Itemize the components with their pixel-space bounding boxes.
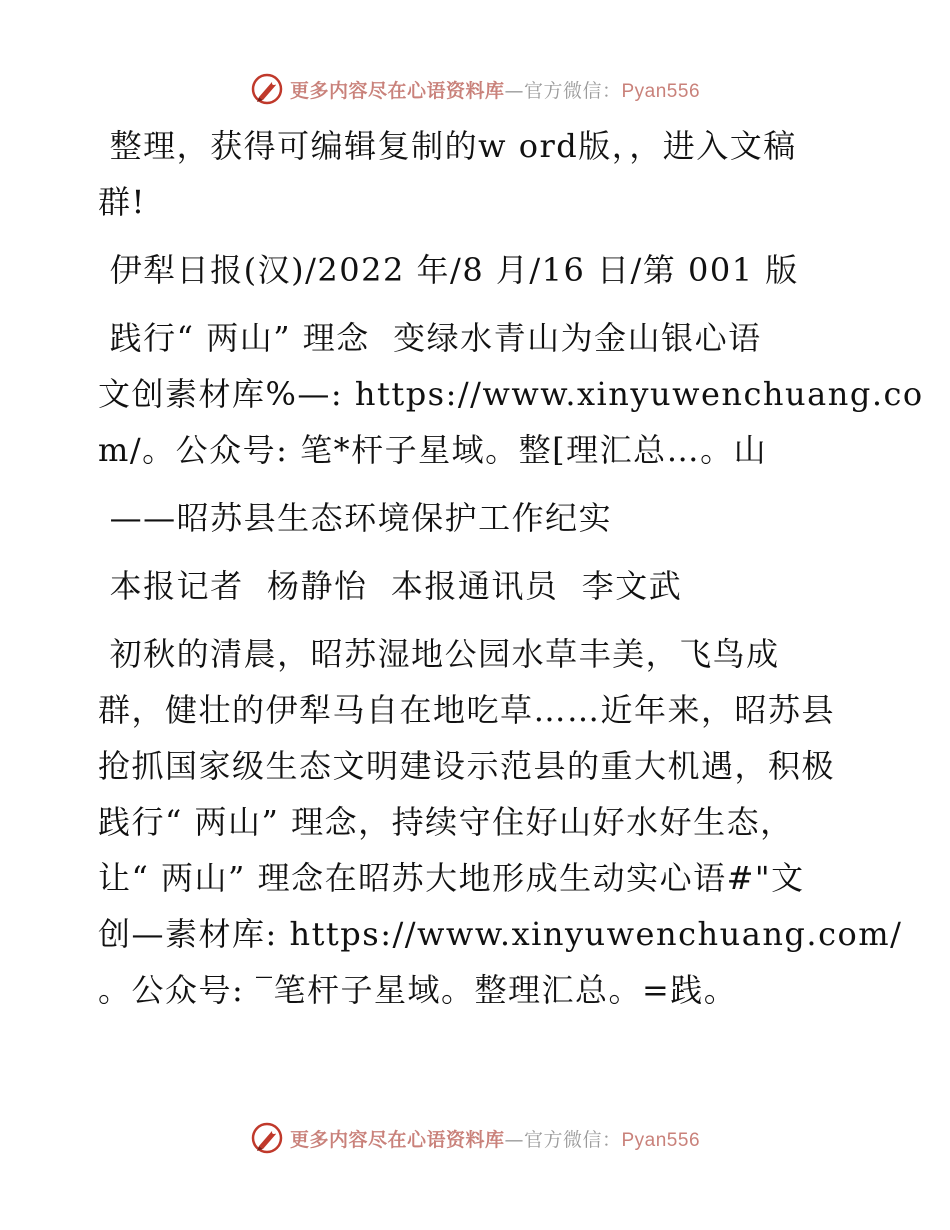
header-watermark [0,72,950,106]
document-body [98,118,924,1018]
pen-logo-icon [250,72,284,106]
body-line-3: 抢抓国家级生态文明建设示范县的重大机遇，积极 [98,747,836,785]
body-line-5: 让“ 两山” 理念在昭苏大地形成生动实心语#"文 [98,859,805,897]
subtitle: ——昭苏县生态环境保护工作纪实 [98,499,613,537]
body-line-4: 践行“ 两山” 理念，持续守住好山好水好生态， [98,803,794,841]
headline-line-2: 文创素材库%—: https://www.xinyuwenchuang.co [98,375,924,413]
intro-line-1: 整理，获得可编辑复制的w ord版，，进入文稿 [98,127,797,165]
dateline: 伊犁日报(汉)/2022 年/8 月/16 日/第 001 版 [98,251,799,289]
watermark-text: 更多内容尽在心语资料库—官方微信：Pyan556 [289,1128,701,1151]
headline-line-3: m/。公众号: 笔*杆子星域。整[理汇总…。山 [98,431,768,469]
byline: 本报记者 杨静怡 本报通讯员 李文武 [98,567,683,605]
body-line-1: 初秋的清晨，昭苏湿地公园水草丰美，飞鸟成 [98,635,780,673]
body-line-2: 群，健壮的伊犁马自在地吃草……近年来，昭苏县 [98,691,836,729]
pen-logo-icon [250,1121,284,1155]
headline-line-1: 践行“ 两山” 理念 变绿水青山为金山银心语 [98,319,762,357]
watermark-text: 更多内容尽在心语资料库—官方微信：Pyan556 [289,79,701,102]
body-line-6: 创—素材库: https://www.xinyuwenchuang.com/ [98,915,903,953]
footer-watermark [0,1121,950,1155]
body-line-7: 。公众号: ‾笔杆子星域。整理汇总。=践。 [98,971,738,1009]
intro-line-2: 群! [98,183,146,221]
